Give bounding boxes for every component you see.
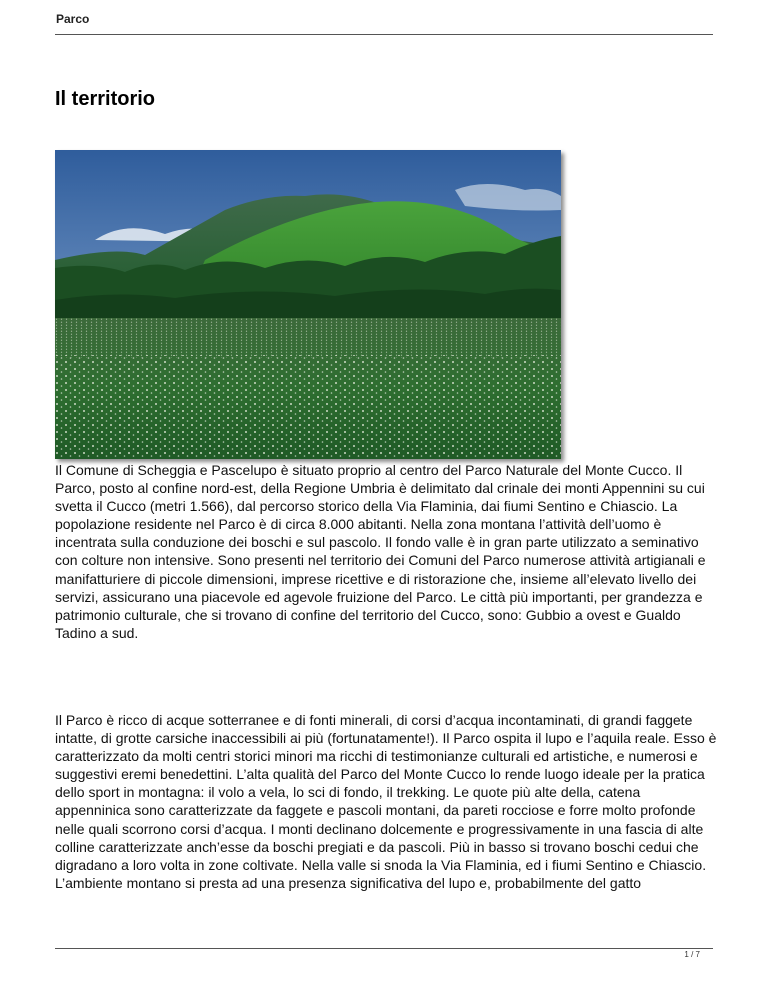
page-title: Il territorio [55, 88, 156, 110]
meadow-mountain-illustration [55, 150, 561, 459]
header-divider [55, 34, 713, 35]
paragraph-territory-overview: Il Comune di Scheggia e Pascelupo è situato proprio al centro del Parco Naturale del Monte Cucco. Il Parco, posto al confine nord-est, della Regione Umbria è delimitato dal crinale dei monti Appennini su cui svetta il Cucco (metri 1.566), dal percorso storico della Via Flaminia, dai fiumi Sentino e Chiascio. La popolazione residente nel Parco è di circa 8.000 abitanti. Nella zona montana l’attività dell’uomo è incentrata sulla conduzione dei boschi e sul pascolo. Il fondo valle è in gran parte utilizzato a seminativo con colture non intensive. Sono presenti nel territorio dei Comuni del Parco numerose attività artigianali e manifatturiere di piccole dimensioni, imprese ricettive e di ristorazione che, insieme all’elevato livello dei servizi, assicurano una piacevole ed agevole fruizione del Parco. Le città più importanti, per grandezza e patrimonio culturale, che si trovano di confine del territorio del Cucco, sono: Gubbio a ovest e Gualdo Tadino a sud. [55, 462, 706, 641]
document-header-title: Parco [56, 12, 90, 26]
page-number: 1 / 7 [684, 950, 700, 959]
footer-divider [55, 948, 713, 949]
paragraph-natural-features: Il Parco è ricco di acque sotterranee e di fonti minerali, di corsi d’acqua incontaminati, di grandi faggete intatte, di grotte carsiche inaccessibili ai più (fortunatamente!). Il Parco ospita il lupo e l’aquila reale. Esso è caratterizzato da molti centri storici minori ma ricchi di testimonianze culturali ed artistiche, e numerosi e suggestivi eremi benedettini. L’alta qualità del Parco del Monte Cucco lo rende luogo ideale per la pratica dello sport in montagna: il volo a vela, lo sci di fondo, il trekking. Le quote più alte della, catena appenninica sono caratterizzate da faggete e pascoli montani, da pareti rocciose e forre molto profonde nelle quali scorrono corsi d’acqua. I monti declinano dolcemente e progressivamente in una fascia di alte colline caratterizzate anch’esse da boschi pregiati e da pascoli. Più in basso si trovano boschi cedui che digradano a loro volta in zone coltivate. Nella valle si snoda la Via Flaminia, ed i fiumi Sentino e Chiascio. L’ambiente montano si presta ad una presenza significativa del lupo e, probabilmente del gatto [55, 712, 717, 891]
landscape-photo [55, 150, 561, 459]
